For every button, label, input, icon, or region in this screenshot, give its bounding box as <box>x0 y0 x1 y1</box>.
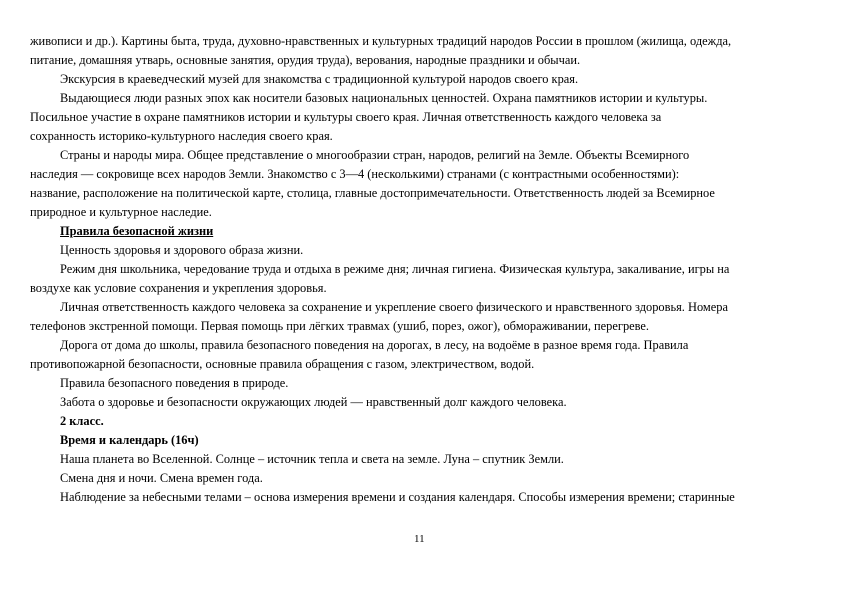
text-line <box>30 469 814 488</box>
text-line <box>30 488 814 507</box>
text-line <box>30 70 814 89</box>
page-number: 11 <box>414 533 425 545</box>
line-text: Посильное участие в охране памятников истории и культуры своего края. Личная ответственность каждого человека за <box>30 110 662 124</box>
text-line <box>30 241 814 260</box>
line-text: Правила безопасного поведения в природе. <box>60 376 289 390</box>
line-text: противопожарной безопасности, основные правила обращения с газом, электричеством, водой. <box>30 357 535 371</box>
line-text: наследия — сокровище всех народов Земли. Знакомство с 3—4 (несколькими) странами (с контрастными особенностями): <box>30 167 680 181</box>
text-line <box>30 89 814 108</box>
text-line <box>30 336 814 355</box>
document-page <box>30 32 814 507</box>
line-text: Выдающиеся люди разных эпох как носители базовых национальных ценностей. Охрана памятников истории и культуры. <box>60 91 708 105</box>
text-line <box>30 393 814 412</box>
text-line <box>30 127 814 146</box>
line-text: телефонов экстренной помощи. Первая помощь при лёгких травмах (ушиб, порез, ожог), обмораживании, перегреве. <box>30 319 650 333</box>
line-text: Дорога от дома до школы, правила безопасного поведения на дорогах, в лесу, на водоёме в разное время года. Правила <box>60 338 689 352</box>
text-line <box>30 260 814 279</box>
line-text: Время и календарь (16ч) <box>60 433 199 447</box>
line-text: Правила безопасной жизни <box>60 224 214 238</box>
line-text: Страны и народы мира. Общее представление о многообразии стран, народов, религий на Земле. Объекты Всемирного <box>60 148 690 162</box>
line-text: Наблюдение за небесными телами – основа измерения времени и создания календаря. Способы измерения времени; старинные <box>60 490 735 504</box>
text-line <box>30 108 814 127</box>
section-heading <box>30 431 814 450</box>
text-line <box>30 355 814 374</box>
text-line <box>30 146 814 165</box>
text-line <box>30 32 814 51</box>
line-text: 2 класс. <box>60 414 104 428</box>
line-text: Забота о здоровье и безопасности окружающих людей — нравственный долг каждого человека. <box>60 395 567 409</box>
text-line <box>30 203 814 222</box>
text-line <box>30 298 814 317</box>
line-text: Наша планета во Вселенной. Солнце – источник тепла и света на земле. Луна – спутник Земли. <box>60 452 564 466</box>
section-heading <box>30 222 814 241</box>
line-text: название, расположение на политической карте, столица, главные достопримечательности. Ответственность людей за Всемирное <box>30 186 715 200</box>
text-line <box>30 279 814 298</box>
line-text: Режим дня школьника, чередование труда и отдыха в режиме дня; личная гигиена. Физическая культура, закаливание, игры на <box>60 262 730 276</box>
line-text: питание, домашняя утварь, основные занятия, орудия труда), верования, народные праздники и обычаи. <box>30 53 581 67</box>
section-heading <box>30 412 814 431</box>
text-line <box>30 374 814 393</box>
line-text: Смена дня и ночи. Смена времен года. <box>60 471 263 485</box>
line-text: живописи и др.). Картины быта, труда, духовно-нравственных и культурных традиций народов России в прошлом (жилища, одежда, <box>30 34 732 48</box>
text-line <box>30 184 814 203</box>
line-text: воздухе как условие сохранения и укрепления здоровья. <box>30 281 327 295</box>
line-text: природное и культурное наследие. <box>30 205 212 219</box>
line-text: Личная ответственность каждого человека за сохранение и укрепление своего физического и нравственного здоровья. Номера <box>60 300 728 314</box>
line-text: Экскурсия в краеведческий музей для знакомства с традиционной культурой народов своего края. <box>60 72 579 86</box>
text-line <box>30 165 814 184</box>
line-text: сохранность историко-культурного наследия своего края. <box>30 129 333 143</box>
line-text: Ценность здоровья и здорового образа жизни. <box>60 243 304 257</box>
text-line <box>30 450 814 469</box>
text-line <box>30 317 814 336</box>
text-line <box>30 51 814 70</box>
